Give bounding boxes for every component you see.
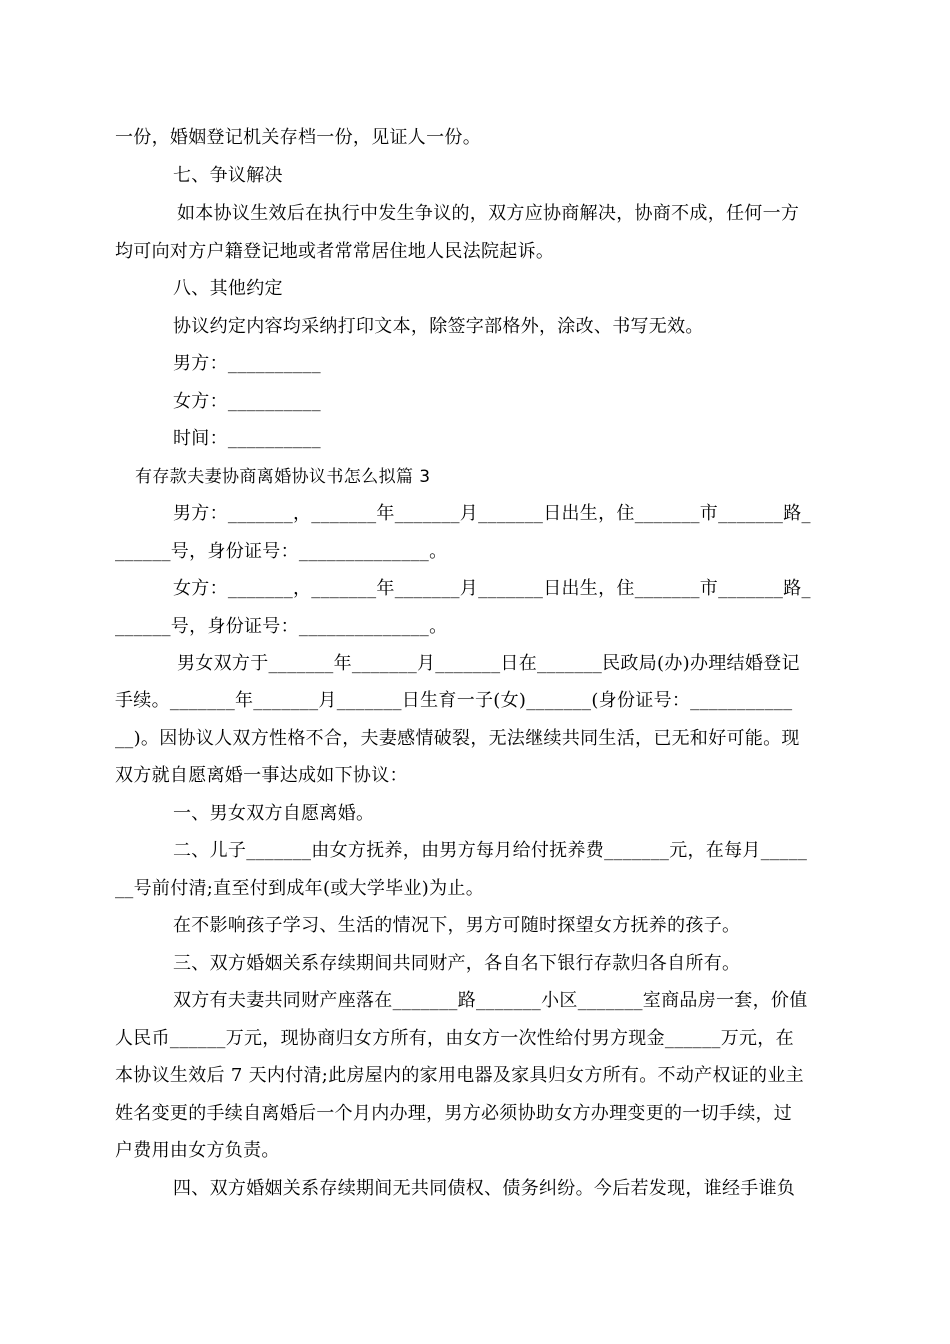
clause-three: 三、双方婚姻关系存续期间共同财产，各自名下银行存款归各自所有。 bbox=[173, 953, 741, 974]
text-line: 户费用由女方负责。 bbox=[115, 1140, 280, 1161]
text-line: ______号，身份证号：______________。 bbox=[115, 541, 448, 562]
text-line: 双方就自愿离婚一事达成如下协议： bbox=[115, 765, 408, 786]
text-line: 均可向对方户籍登记地或者常常居住地人民法院起诉。 bbox=[115, 241, 555, 262]
clause-four: 四、双方婚姻关系存续期间无共同债权、债务纠纷。今后若发现，谁经手谁负 bbox=[173, 1178, 796, 1199]
text-line: ______号，身份证号：______________。 bbox=[115, 616, 448, 637]
section-heading-other: 八、其他约定 bbox=[173, 278, 283, 299]
text-line: __)。因协议人双方性格不合，夫妻感情破裂，无法继续共同生活，已无和好可能。现 bbox=[115, 728, 800, 749]
clause-two: 二、儿子_______由女方抚养，由男方每月给付抚养费_______元，在每月_____ bbox=[173, 840, 808, 861]
text-line: 本协议生效后 7 天内付清;此房屋内的家用电器及家具归女方所有。不动产权证的业主 bbox=[115, 1065, 804, 1086]
signature-line-male: 男方：__________ bbox=[173, 353, 321, 374]
clause-one: 一、男女双方自愿离婚。 bbox=[173, 803, 375, 824]
text-line: 人民币______万元，现协商归女方所有，由女方一次性给付男方现金______万元，在 bbox=[115, 1028, 794, 1049]
text-line: 在不影响孩子学习、生活的情况下，男方可随时探望女方抚养的孩子。 bbox=[173, 915, 741, 936]
text-line: 如本协议生效后在执行中发生争议的，双方应协商解决，协商不成，任何一方 bbox=[177, 203, 800, 224]
text-line: 手续。_______年_______月_______日生育一子(女)_______(身份证号：___________ bbox=[115, 690, 793, 711]
document-title: 有存款夫妻协商离婚协议书怎么拟篇 3 bbox=[135, 467, 431, 487]
text-line: 姓名变更的手续自离婚后一个月内办理，男方必须协助女方办理变更的一切手续，过 bbox=[115, 1103, 793, 1124]
section-heading-dispute: 七、争议解决 bbox=[173, 165, 283, 186]
text-line: __号前付清;直至付到成年(或大学毕业)为止。 bbox=[115, 878, 485, 899]
text-line: 协议约定内容均采纳打印文本，除签字部格外，涂改、书写无效。 bbox=[173, 316, 704, 337]
text-line: 女方：_______，_______年_______月_______日出生，住_______市_______路_ bbox=[173, 578, 811, 599]
text-line: 一份，婚姻登记机关存档一份，见证人一份。 bbox=[115, 127, 481, 148]
text-line: 男方：_______，_______年_______月_______日出生，住_______市_______路_ bbox=[173, 503, 811, 524]
text-line: 男女双方于_______年_______月_______日在_______民政局(办)办理结婚登记 bbox=[177, 653, 800, 674]
signature-line-female: 女方：__________ bbox=[173, 391, 321, 412]
signature-line-date: 时间：__________ bbox=[173, 428, 321, 449]
text-line: 双方有夫妻共同财产座落在_______路_______小区_______室商品房一套，价值 bbox=[173, 990, 808, 1011]
